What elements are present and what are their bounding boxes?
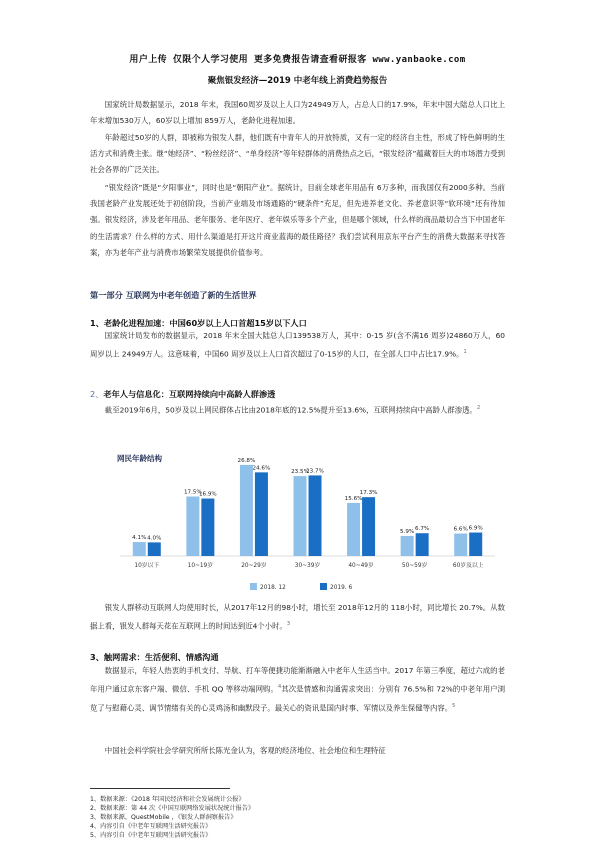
age-structure-chart: [110, 446, 505, 608]
bar-value-label: 17.5%: [183, 489, 202, 496]
bar-0-0: [133, 542, 146, 556]
bar-value-label: 15.6%: [344, 495, 363, 502]
bar-value-label: 6.9%: [468, 525, 483, 532]
legend-label: 2019. 6: [330, 585, 353, 591]
category-tick-label: 30~39岁: [294, 563, 321, 569]
footnote-divider: [90, 788, 230, 789]
category-tick-label: 10~19岁: [187, 563, 214, 569]
bar-value-label: 4.0%: [147, 535, 162, 542]
section3-heading: 3、触网需求：生活便利、情感沟通: [90, 652, 219, 662]
watermark-text: 用户上传 仅限个人学习使用 更多免费报告请查看研报客 www.yanbaoke.com: [129, 55, 466, 65]
bar-value-label: 4.1%: [132, 535, 147, 542]
category-tick-label: 60岁及以上: [452, 563, 484, 569]
bar-1-4: [362, 497, 375, 556]
category-tick-label: 50~59岁: [401, 563, 428, 569]
section1-heading: 1、老龄化进程加速：中国60岁以上人口首超15岁以下人口: [90, 318, 307, 328]
category-tick-label: 10岁以下: [134, 563, 160, 569]
bar-value-label: 5.9%: [400, 528, 415, 535]
legend-swatch: [320, 583, 327, 590]
bar-value-label: 23.5%: [291, 469, 309, 476]
bar-1-5: [416, 533, 429, 556]
bar-0-6: [454, 534, 467, 556]
chart-title: 网民年龄结构: [117, 454, 162, 463]
footnote-ref-2: 2: [476, 405, 481, 411]
footnote-5: 5、内容引自《中老年互联网生活研究报告》: [90, 832, 212, 839]
chart-caption-paragraph: 银发人群移动互联网人均使用时长，从2017年12月的98小时，增长至 2018年12月的 118小时，同比增长 20.7%。从数据上看，银发人群每天花在互联网上的时间达到近4个小时。$^3$: [90, 603, 505, 631]
part1-heading: 第一部分 互联网为中老年创造了新的生活世界: [90, 290, 257, 300]
bar-1-6: [469, 533, 482, 556]
bar-value-label: 17.3%: [359, 490, 378, 497]
bar-value-label: 26.8%: [237, 457, 256, 464]
intro-paragraph-2: 年龄超过50岁的人群，即被称为银发人群，他们既有中青年人的开放特质，又有一定的经济自主性，形成了特色鲜明的生活方式和消费主张。继“她经济”、“粉丝经济”、“单身经济”等年轻群体的消费热点之后，“银发经济”蕴藏着巨大的市场潜力受到社会各界的广泛关注。: [90, 133, 505, 175]
footnote-ref-5: 5: [452, 702, 456, 709]
bar-1-1: [201, 499, 214, 556]
bar-1-0: [148, 542, 161, 556]
bar-0-3: [294, 476, 307, 556]
footnote-3: 3、数据来源，QuestMobile ，《银发人群洞察报告》: [90, 814, 237, 821]
intro-paragraph-1: 国家统计局数据显示，2018 年末，我国60周岁及以上人口为24949万人，占总人口的17.9%，年末中国大陆总人口比上年末增加530万人，60岁以上增加 859万人，老龄化进程加速。: [90, 100, 505, 126]
section2-heading: 2、老年人与信息化：互联网持续向中高龄人群渗透: [90, 389, 276, 399]
category-tick-label: 40~49岁: [348, 563, 374, 569]
footnote-2: 2、数据来源：第 44 次《中国互联网络发展状况统计报告》: [90, 805, 255, 812]
legend-label: 2018. 12: [260, 585, 286, 591]
section3-paragraph-2: 中国社会科学院社会学研究所所长陈光金认为，客观的经济地位、社会地位和生理特征: [104, 746, 386, 755]
bar-value-label: 6.7%: [415, 526, 430, 533]
footnote-ref-3: 3: [286, 621, 291, 628]
section3-paragraph-1: 数据显示，年轻人热衷的手机支付、导航、打车等便捷功能渐渐融入中老年人生活当中。2017 年第三季度，超过六成的老年用户通过京东客户端、微信、手机 QQ 等移动端网购。$^4$其次是情感和沟通需求突出：分别有 76.5%和 72%的中老年用户浏览了与慰藉心灵、调节情绪有关的心灵鸡汤和幽默段子。最关心的资讯是国内时事、军情以及养生保健等内容。$^5$: [90, 666, 506, 713]
report-title: 聚焦银发经济—2019 中老年线上消费趋势报告: [207, 76, 388, 86]
bar-value-label: 24.6%: [252, 465, 271, 472]
footnote-ref-1: 1: [463, 349, 467, 356]
bar-1-2: [255, 472, 268, 556]
legend-swatch: [250, 583, 257, 590]
footnote-4: 4、内容引自《中老年互联网生活研究报告》: [90, 823, 212, 830]
bar-value-label: 23.7%: [306, 468, 324, 475]
section1-paragraph: 国家统计局发布的数据显示，2018 年末全国大陆总人口139538万人，其中：0-15 岁(含不满16 周岁)24860万人，60 周岁以上 24949万人。这意味着，中国60 周岁及以上人口首次超过了0-15岁的人口，在全部人口中占比17.9%。$^1$: [90, 331, 505, 359]
category-tick-label: 20~29岁: [241, 563, 267, 569]
bar-0-2: [240, 465, 253, 556]
intro-paragraph-3: “银发经济”既是“夕阳事业”，同时也是“朝阳产业”。据统计，目前全球老年用品有 6万多种，而我国仅有2000多种。当前我国老龄产业发展还处于初创阶段，当前产业端及市场通路的“硬条件”充足，但先进养老文化、养老意识等“软环境”还有待加强。银发经济，涉及老年用品、老年服务、老年医疗、老年娱乐等多个产业，但是哪个领域，什么样的商品最切合当下中国老年的生活需求？什么样的方式、用什么渠道是打开这片商业蓝海的最佳路径？我们尝试利用京东平台产生的消费大数据来寻找答案，亦为老年产业与消费市场繁荣发展提供价值参考。: [90, 183, 505, 257]
bar-value-label: 6.6%: [453, 526, 468, 533]
bar-1-3: [309, 475, 322, 556]
bar-0-5: [401, 536, 414, 556]
bar-value-label: 16.9%: [198, 491, 217, 498]
section2-paragraph: 截至2019年6月，50岁及以上网民群体占比由2018年底的12.5%提升至13.6%，互联网持续向中高龄人群渗透。$^2$: [104, 405, 481, 415]
bar-0-4: [347, 503, 360, 556]
bar-0-1: [186, 497, 199, 557]
footnote-ref-4: 4: [277, 684, 282, 691]
footnote-1: 1、数据来源：《2018 年国民经济和社会发展统计公报》: [90, 796, 245, 803]
